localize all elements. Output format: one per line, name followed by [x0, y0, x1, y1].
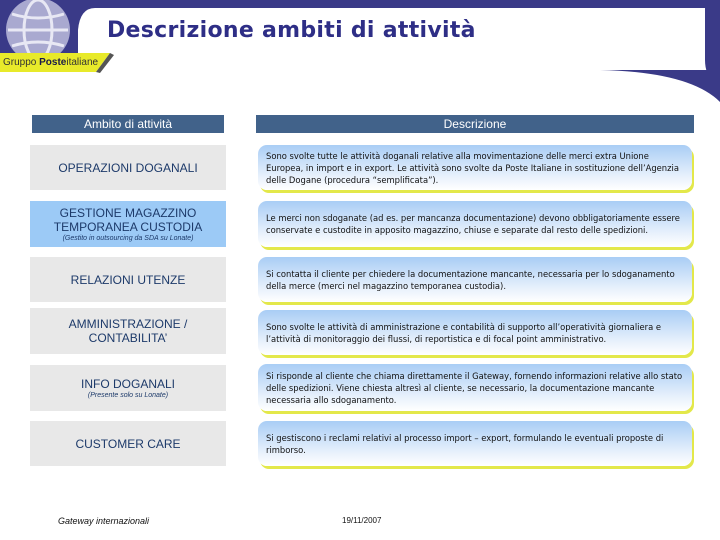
- column-header-area: Ambito di attività: [32, 115, 224, 133]
- area-note: (Presente solo su Lonate): [87, 391, 169, 399]
- area-label: OPERAZIONI DOGANALI: [58, 160, 198, 175]
- area-row-2: [30, 201, 226, 247]
- area-row-6: [30, 421, 226, 466]
- area-label: INFO DOGANALI: [80, 376, 175, 391]
- description-row-5: Si risponde al cliente che chiama direttamente il Gateway, fornendo informazioni relative allo stato delle spedizioni. Viene chiesta altresì al cliente, se necessario, la documentazione mancante necessaria allo sdoganamento.: [258, 364, 692, 411]
- description-row-2: Le merci non sdoganate (ad es. per mancanza documentazione) devono obbligatoriamente essere conservate e custodite in apposito magazzino, chiuse e separate dal resto delle spedizioni.: [258, 201, 692, 247]
- footer-date: 19/11/2007: [342, 516, 382, 525]
- area-label: GESTIONE MAGAZZINO TEMPORANEA CUSTODIA: [53, 205, 203, 234]
- description-row-6: Si gestiscono i reclami relativi al processo import – export, formulando le eventuali proposte di rimborso.: [258, 421, 692, 466]
- area-label: CUSTOMER CARE: [75, 436, 181, 451]
- brand-suffix: italiane: [66, 57, 99, 68]
- area-row-4: [30, 308, 226, 354]
- area-row-1: [30, 145, 226, 190]
- globe-logo-icon: [6, 0, 70, 62]
- brand-logo-text: [3, 57, 98, 68]
- area-row-5: [30, 365, 226, 411]
- page-title: Descrizione ambiti di attività: [107, 18, 476, 43]
- area-label: RELAZIONI UTENZE: [70, 272, 186, 287]
- description-row-1: Sono svolte tutte le attività doganali relative alla movimentazione delle merci extra Unione Europea, in import e in export. Le attività sono svolte da Poste Italiane in sostituzione dell’Agenzia delle Dogane (procedura “semplificata”).: [258, 145, 692, 190]
- brand-bold: Poste: [39, 57, 67, 68]
- area-label: AMMINISTRAZIONE / CONTABILITA’: [68, 317, 188, 345]
- area-note: (Gestito in outsourcing da SDA su Lonate): [62, 234, 194, 242]
- description-row-3: Si contatta il cliente per chiedere la documentazione mancante, necessaria per lo sdoganamento della merce (merci nel magazzino temporanea custodia).: [258, 257, 692, 302]
- column-header-description: Descrizione: [256, 115, 694, 133]
- area-row-3: [30, 257, 226, 302]
- brand-prefix: Gruppo: [3, 57, 40, 68]
- description-row-4: Sono svolte le attività di amministrazione e contabilità di supporto all’operatività giornaliera e l’attività di monitoraggio dei flussi, di reportistica e di focal point amministrativo.: [258, 310, 692, 355]
- footer-left-text: Gateway internazionali: [58, 516, 150, 526]
